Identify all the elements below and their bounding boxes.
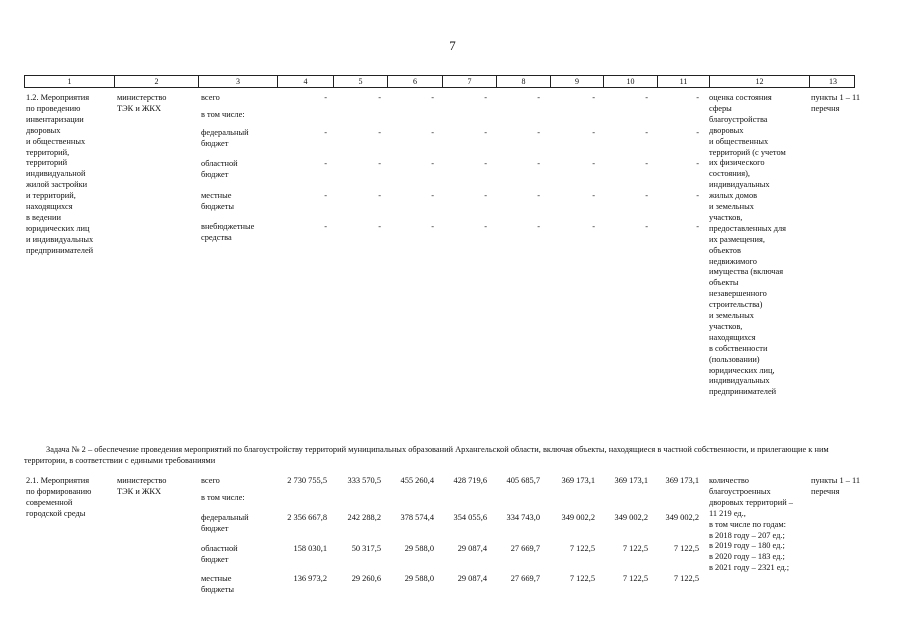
- result-line: дворовых: [709, 125, 744, 135]
- row-name-line: современной: [26, 497, 73, 507]
- table-cell-value: 428 719,6: [453, 476, 487, 485]
- funding-source-line: в том числе:: [201, 493, 245, 502]
- table-cell-value: 7 122,5: [569, 544, 595, 553]
- column-header-10: 10: [603, 76, 657, 87]
- row-name-line: жилой застройки: [26, 180, 88, 190]
- result-line: в 2018 году – 207 ед.;: [709, 530, 785, 540]
- table-cell-value: -: [324, 93, 327, 102]
- row-name-line: предпринимателей: [26, 245, 94, 255]
- table-cell-value: 7 122,5: [622, 574, 648, 583]
- table-cell-value: -: [592, 159, 595, 168]
- result-line: участков,: [709, 212, 743, 222]
- result-line: и земельных: [709, 311, 754, 320]
- table-cell-value: 242 288,2: [347, 513, 381, 522]
- table-cell-value: -: [537, 222, 540, 231]
- funding-source-line: областной: [201, 544, 238, 553]
- result-line: индивидуальных: [709, 180, 770, 190]
- row-name-line: территорий: [26, 158, 68, 168]
- funding-source-line: внебюджетные: [201, 222, 255, 231]
- table-cell-value: -: [484, 191, 487, 200]
- result-line: и земельных: [709, 202, 754, 211]
- table-cell-value: -: [484, 128, 487, 137]
- table-cell-value: -: [324, 191, 327, 200]
- table-cell-value: -: [592, 128, 595, 137]
- column-header-13: 13: [809, 76, 856, 87]
- table-cell-value: 29 087,4: [457, 544, 487, 553]
- table-cell-value: 7 122,5: [673, 544, 699, 553]
- row-name-line: городской среды: [26, 508, 86, 518]
- column-header-3: 3: [198, 76, 277, 87]
- table-cell-value: 29 260,6: [351, 574, 381, 583]
- table-cell-value: 29 588,0: [404, 544, 434, 553]
- row-name-line: находящихся: [26, 202, 73, 211]
- funding-source-line: бюджет: [201, 169, 229, 179]
- row-name-line: и территорий,: [26, 191, 76, 201]
- funding-source-line: федеральный: [201, 513, 249, 522]
- result-line: их физического: [709, 158, 765, 168]
- row-name-line: и индивидуальных: [26, 234, 94, 244]
- table-cell-value: -: [592, 93, 595, 102]
- column-header-11: 11: [657, 76, 709, 87]
- executor-line: министерство: [117, 476, 167, 485]
- result-line: индивидуальных: [709, 376, 770, 386]
- funding-source-line: средства: [201, 232, 232, 242]
- table-cell-value: 7 122,5: [673, 574, 699, 583]
- table-cell-value: 29 087,4: [457, 574, 487, 583]
- row-name-line: территорий,: [26, 147, 70, 157]
- table-cell-value: -: [696, 191, 699, 200]
- table-cell-value: 349 002,2: [561, 513, 595, 522]
- result-line: благоустройства: [709, 114, 768, 124]
- table-cell-value: 333 570,5: [347, 476, 381, 485]
- funding-source-line: областной: [201, 159, 238, 168]
- result-line: и общественных: [709, 136, 769, 146]
- column-header-4: 4: [277, 76, 333, 87]
- result-line: в собственности: [709, 343, 768, 353]
- program-link-line: перечня: [811, 486, 840, 496]
- table-cell-value: -: [378, 222, 381, 231]
- table-cell-value: -: [431, 159, 434, 168]
- row-name-line: 1.2. Мероприятия: [26, 93, 90, 102]
- table-cell-value: -: [537, 191, 540, 200]
- table-cell-value: -: [484, 159, 487, 168]
- table-cell-value: -: [484, 222, 487, 231]
- row-name-line: юридических лиц: [26, 223, 90, 233]
- table-cell-value: 27 669,7: [510, 544, 540, 553]
- table-cell-value: -: [592, 191, 595, 200]
- row-name-line: в ведении: [26, 212, 61, 222]
- table-cell-value: 27 669,7: [510, 574, 540, 583]
- table-header-row: [24, 75, 855, 88]
- table-cell-value: 455 260,4: [400, 476, 434, 485]
- funding-source-line: всего: [201, 476, 220, 485]
- result-line: юридических лиц,: [709, 365, 775, 375]
- funding-source-line: бюджет: [201, 138, 229, 148]
- result-line: сферы: [709, 103, 732, 113]
- row-name-line: по формированию: [26, 486, 92, 496]
- table-cell-value: -: [431, 93, 434, 102]
- result-line: участков,: [709, 321, 743, 331]
- column-header-8: 8: [496, 76, 550, 87]
- program-link-line: пункты 1 – 11: [811, 93, 861, 102]
- result-line: дворовых территорий –: [709, 497, 793, 507]
- result-line: имущества (включая: [709, 267, 784, 277]
- table-cell-value: 349 002,2: [665, 513, 699, 522]
- table-cell-value: -: [537, 159, 540, 168]
- page-number: 7: [449, 38, 456, 53]
- funding-source-line: бюджет: [201, 554, 229, 564]
- task-2-text: Задача № 2 – обеспечение проведения мероприятий по благоустройству территорий муниципальных образований Архангельской области, включая объекты, находящиеся в частной собственности, и прилегающие к ним территории, в соответствии с едиными требованиями: [24, 445, 829, 465]
- column-header-7: 7: [442, 76, 496, 87]
- result-line: предоставленных для: [709, 223, 787, 233]
- table-cell-value: -: [696, 159, 699, 168]
- funding-source-line: местные: [201, 574, 232, 583]
- result-line: незавершенного: [709, 289, 767, 299]
- table-cell-value: -: [645, 93, 648, 102]
- result-line: оценка состояния: [709, 93, 772, 102]
- row-name-line: и общественных: [26, 136, 86, 146]
- funding-source-line: в том числе:: [201, 110, 245, 119]
- table-cell-value: -: [696, 128, 699, 137]
- result-line: в 2019 году – 180 ед.;: [709, 541, 785, 551]
- result-line: состояния),: [709, 169, 750, 179]
- result-line: в 2021 году – 2321 ед.;: [709, 563, 790, 573]
- result-line: в 2020 году – 183 ед.;: [709, 552, 785, 562]
- table-cell-value: 378 574,4: [400, 513, 434, 522]
- result-line: благоустроенных: [709, 486, 771, 496]
- funding-source-line: бюджеты: [201, 201, 235, 211]
- result-line: объектов: [709, 245, 741, 255]
- table-cell-value: 405 685,7: [506, 476, 540, 485]
- table-cell-value: 2 730 755,5: [287, 476, 327, 485]
- table-cell-value: 50 317,5: [351, 544, 381, 553]
- table-cell-value: 29 588,0: [404, 574, 434, 583]
- column-header-5: 5: [333, 76, 387, 87]
- table-cell-value: 334 743,0: [506, 513, 540, 522]
- table-cell-value: -: [378, 159, 381, 168]
- table-cell-value: -: [431, 128, 434, 137]
- result-line: строительства): [709, 300, 763, 310]
- table-cell-value: 158 030,1: [293, 544, 327, 553]
- table-cell-value: 369 173,1: [561, 476, 595, 485]
- table-cell-value: -: [484, 93, 487, 102]
- table-cell-value: -: [431, 222, 434, 231]
- row-name-line: 2.1. Мероприятия: [26, 476, 90, 485]
- table-cell-value: -: [645, 191, 648, 200]
- row-name-line: индивидуальной: [26, 169, 86, 179]
- column-header-12: 12: [709, 76, 809, 87]
- table-cell-value: -: [696, 93, 699, 102]
- program-link-line: пункты 1 – 11: [811, 476, 861, 485]
- funding-source-line: бюджеты: [201, 584, 235, 594]
- table-cell-value: -: [592, 222, 595, 231]
- result-line: территорий (с учетом: [709, 147, 786, 157]
- column-header-6: 6: [387, 76, 442, 87]
- table-cell-value: 369 173,1: [665, 476, 699, 485]
- table-cell-value: -: [537, 128, 540, 137]
- result-line: находящихся: [709, 332, 756, 342]
- table-cell-value: -: [324, 222, 327, 231]
- table-cell-value: 349 002,2: [614, 513, 648, 522]
- table-cell-value: -: [431, 191, 434, 200]
- result-line: объекты: [709, 278, 739, 288]
- result-line: в том числе по годам:: [709, 519, 786, 529]
- table-cell-value: -: [645, 128, 648, 137]
- executor-line: ТЭК и ЖКХ: [117, 103, 162, 113]
- result-line: жилых домов: [709, 191, 758, 201]
- result-line: количество: [709, 476, 749, 485]
- funding-source-line: федеральный: [201, 128, 249, 137]
- result-line: (пользовании): [709, 354, 760, 364]
- result-line: недвижимого: [709, 256, 757, 266]
- row-name-line: дворовых: [26, 125, 61, 135]
- program-link-line: перечня: [811, 103, 840, 113]
- table-cell-value: -: [324, 159, 327, 168]
- funding-source-line: бюджет: [201, 523, 229, 533]
- table-cell-value: -: [696, 222, 699, 231]
- column-header-9: 9: [550, 76, 603, 87]
- table-cell-value: -: [378, 93, 381, 102]
- result-line: их размещения,: [709, 234, 765, 244]
- column-header-2: 2: [114, 76, 198, 87]
- row-name-line: инвентаризации: [26, 114, 84, 124]
- table-cell-value: 354 055,6: [453, 513, 487, 522]
- table-cell-value: 7 122,5: [622, 544, 648, 553]
- table-cell-value: -: [645, 222, 648, 231]
- row-name-line: по проведению: [26, 103, 81, 113]
- executor-line: министерство: [117, 93, 167, 102]
- table-cell-value: 7 122,5: [569, 574, 595, 583]
- result-line: предпринимателей: [709, 387, 777, 397]
- table-cell-value: -: [645, 159, 648, 168]
- column-header-1: 1: [67, 77, 72, 86]
- table-cell-value: 369 173,1: [614, 476, 648, 485]
- executor-line: ТЭК и ЖКХ: [117, 486, 162, 496]
- funding-source-line: всего: [201, 93, 220, 102]
- result-line: 11 219 ед.,: [709, 508, 746, 518]
- table-cell-value: 2 356 667,8: [287, 513, 327, 522]
- table-cell-value: -: [537, 93, 540, 102]
- table-cell-value: -: [378, 191, 381, 200]
- table-cell-value: -: [324, 128, 327, 137]
- funding-source-line: местные: [201, 191, 232, 200]
- table-cell-value: -: [378, 128, 381, 137]
- table-cell-value: 136 973,2: [293, 574, 327, 583]
